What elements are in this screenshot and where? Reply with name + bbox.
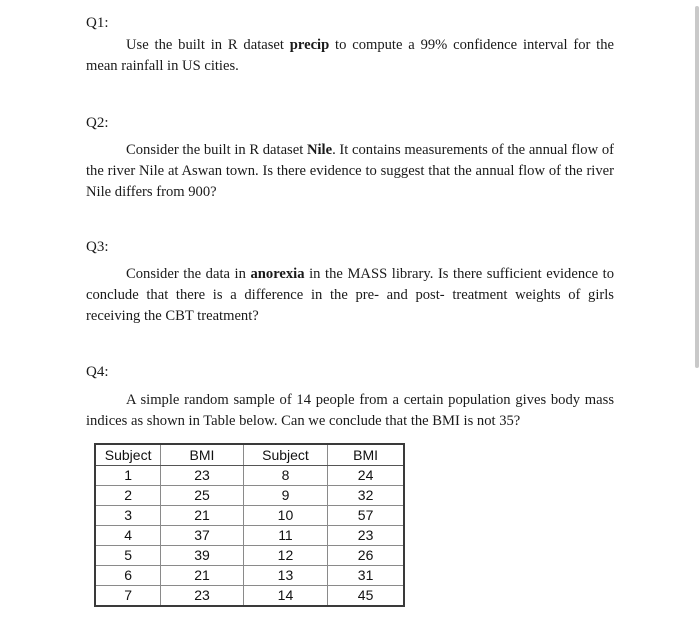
table-row	[95, 546, 404, 566]
q3-text-part: Consider the data in	[126, 266, 251, 282]
table-row	[95, 586, 404, 607]
q3-dataset-name: anorexia	[250, 266, 305, 282]
subject-cell: 11	[243, 526, 327, 546]
subject-cell: 8	[243, 466, 327, 486]
bmi-cell: 25	[161, 486, 244, 506]
q2-text	[86, 140, 614, 203]
q2-label: Q2:	[86, 115, 109, 131]
subject-cell: 10	[243, 506, 327, 526]
q1-text	[86, 35, 614, 77]
bmi-cell: 31	[328, 566, 404, 586]
subject-cell: 6	[95, 566, 161, 586]
header-bmi: BMI	[161, 444, 244, 466]
header-subject: Subject	[243, 444, 327, 466]
subject-cell: 12	[243, 546, 327, 566]
scrollbar[interactable]	[695, 6, 699, 368]
header-subject: Subject	[95, 444, 161, 466]
header-bmi: BMI	[328, 444, 404, 466]
q2-dataset-name: Nile	[306, 142, 333, 158]
bmi-cell: 23	[161, 466, 244, 486]
table-row	[95, 466, 404, 486]
subject-cell: 3	[95, 506, 161, 526]
q4-label: Q4:	[86, 364, 109, 380]
bmi-cell: 32	[328, 486, 404, 506]
table-row	[95, 566, 404, 586]
subject-cell: 5	[95, 546, 161, 566]
q1-text-part: to compute a 99% confidence interval for the mean rainfall in US cities.	[86, 37, 614, 74]
q2-text-part: . It contains measurements of the annual flow of the river Nile at Aswan town. Is there evidence to suggest that the annual flow of the river Nile differs from 900?	[86, 142, 614, 200]
bmi-cell: 23	[328, 526, 404, 546]
q3-text	[86, 264, 614, 327]
subject-cell: 4	[95, 526, 161, 546]
q1-text-part: Use the built in R dataset	[126, 37, 290, 53]
q1-label: Q1:	[86, 15, 109, 31]
table-header-row	[95, 444, 404, 466]
subject-cell: 14	[243, 586, 327, 607]
table-row	[95, 506, 404, 526]
q4-text-part: A simple random sample of 14 people from a certain population gives body mass indices as shown in Table below. Can we conclude that the BMI is not 35?	[86, 392, 614, 429]
subject-cell: 13	[243, 566, 327, 586]
q3-text-part: in the MASS library. Is there sufficient evidence to conclude that there is a difference in the pre- and post- treatment weights of girls receiving the CBT treatment?	[86, 266, 615, 324]
bmi-cell: 24	[328, 466, 404, 486]
q2-text-part: Consider the built in R dataset	[126, 142, 307, 158]
table-row	[95, 526, 404, 546]
q4-text	[86, 390, 614, 432]
bmi-cell: 21	[161, 506, 244, 526]
q3-label: Q3:	[86, 239, 109, 255]
bmi-cell: 23	[161, 586, 244, 607]
subject-cell: 2	[95, 486, 161, 506]
subject-cell: 1	[95, 466, 161, 486]
bmi-cell: 26	[328, 546, 404, 566]
bmi-cell: 39	[161, 546, 244, 566]
bmi-cell: 21	[161, 566, 244, 586]
subject-cell: 9	[243, 486, 327, 506]
bmi-table	[94, 443, 405, 607]
bmi-cell: 37	[161, 526, 244, 546]
bmi-cell: 57	[328, 506, 404, 526]
bmi-cell: 45	[328, 586, 404, 607]
subject-cell: 7	[95, 586, 161, 607]
q1-dataset-name: precip	[289, 37, 330, 53]
table-row	[95, 486, 404, 506]
